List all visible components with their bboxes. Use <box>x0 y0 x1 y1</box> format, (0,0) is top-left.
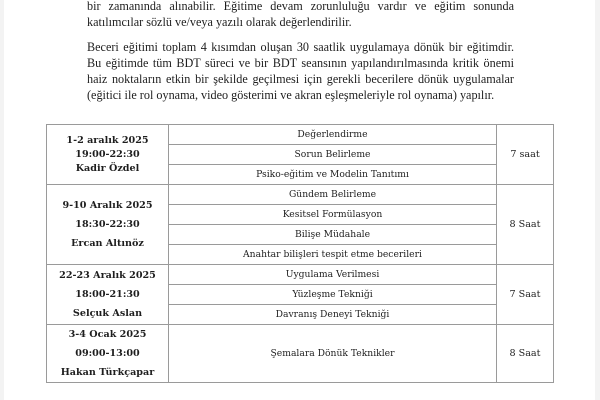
session-trainer: Selçuk Aslan <box>72 308 143 319</box>
session-trainer: Hakan Türkçapar <box>60 367 155 378</box>
text-line: bir zamanında alınabilir. Eğitime devam zorunluluğu vardır ve eğitim sonunda <box>87 0 514 13</box>
text-line: katılımcılar sözlü ve/veya yazılı olarak değerlendirilir. <box>87 15 352 29</box>
session-info-cell <box>47 265 169 325</box>
session-hours: 8 Saat <box>497 185 554 265</box>
table-row <box>47 185 554 205</box>
session-date: 1-2 aralık 2025 <box>66 134 149 146</box>
table-row <box>47 125 554 145</box>
topic-cell: Davranış Deneyi Tekniği <box>169 305 497 325</box>
table-row <box>47 265 554 285</box>
session-trainer: Ercan Altınöz <box>71 238 144 249</box>
session-info-cell <box>47 125 169 185</box>
session-hours: 7 Saat <box>497 265 554 325</box>
text-line: Beceri eğitimi toplam 4 kısımdan oluşan 30 saatlik uygulamaya dönük bir eğitimdir. <box>87 40 514 54</box>
session-date: 22-23 Aralık 2025 <box>59 270 156 281</box>
text-line: (eğitici ile rol oynama, video gösterimi ve akran eşleşmeleriyle rol oynama) yapılır. <box>87 88 495 102</box>
paragraph-skill-training <box>87 39 514 103</box>
topic-cell: Değerlendirme <box>169 125 497 145</box>
table-row <box>47 325 554 383</box>
session-date: 9-10 Aralık 2025 <box>62 200 153 211</box>
text-line: Bu eğitimde tüm BDT süreci ve bir BDT seansının yapılandırılmasında kritik önemi <box>87 56 514 70</box>
session-info-cell <box>47 185 169 265</box>
text-line: haiz noktaların etkin bir şekilde geçilmesi için gerekli becerilere dönük uygulamalar <box>87 72 514 86</box>
document-page <box>4 0 595 400</box>
topic-cell: Sorun Belirleme <box>169 145 497 165</box>
topic-cell: Şemalara Dönük Teknikler <box>169 325 497 383</box>
topic-cell: Yüzleşme Tekniği <box>169 285 497 305</box>
session-time: 18:30-22:30 <box>75 219 140 230</box>
session-time: 18:00-21:30 <box>75 289 140 300</box>
topic-cell: Psiko-eğitim ve Modelin Tanıtımı <box>169 165 497 185</box>
session-hours: 7 saat <box>497 125 554 185</box>
topic-cell: Anahtar bilişleri tespit etme becerileri <box>169 245 497 265</box>
topic-cell: Uygulama Verilmesi <box>169 265 497 285</box>
paragraph-attendance <box>87 0 514 30</box>
topic-cell: Gündem Belirleme <box>169 185 497 205</box>
session-date: 3-4 Ocak 2025 <box>68 329 147 340</box>
session-time: 09:00-13:00 <box>75 348 140 359</box>
session-trainer: Kadir Özdel <box>75 162 140 174</box>
training-schedule-table <box>46 124 554 383</box>
topic-cell: Kesitsel Formülasyon <box>169 205 497 225</box>
topic-cell: Bilişe Müdahale <box>169 225 497 245</box>
session-hours: 8 Saat <box>497 325 554 383</box>
session-info-cell <box>47 325 169 383</box>
session-time: 19:00-22:30 <box>75 148 140 160</box>
